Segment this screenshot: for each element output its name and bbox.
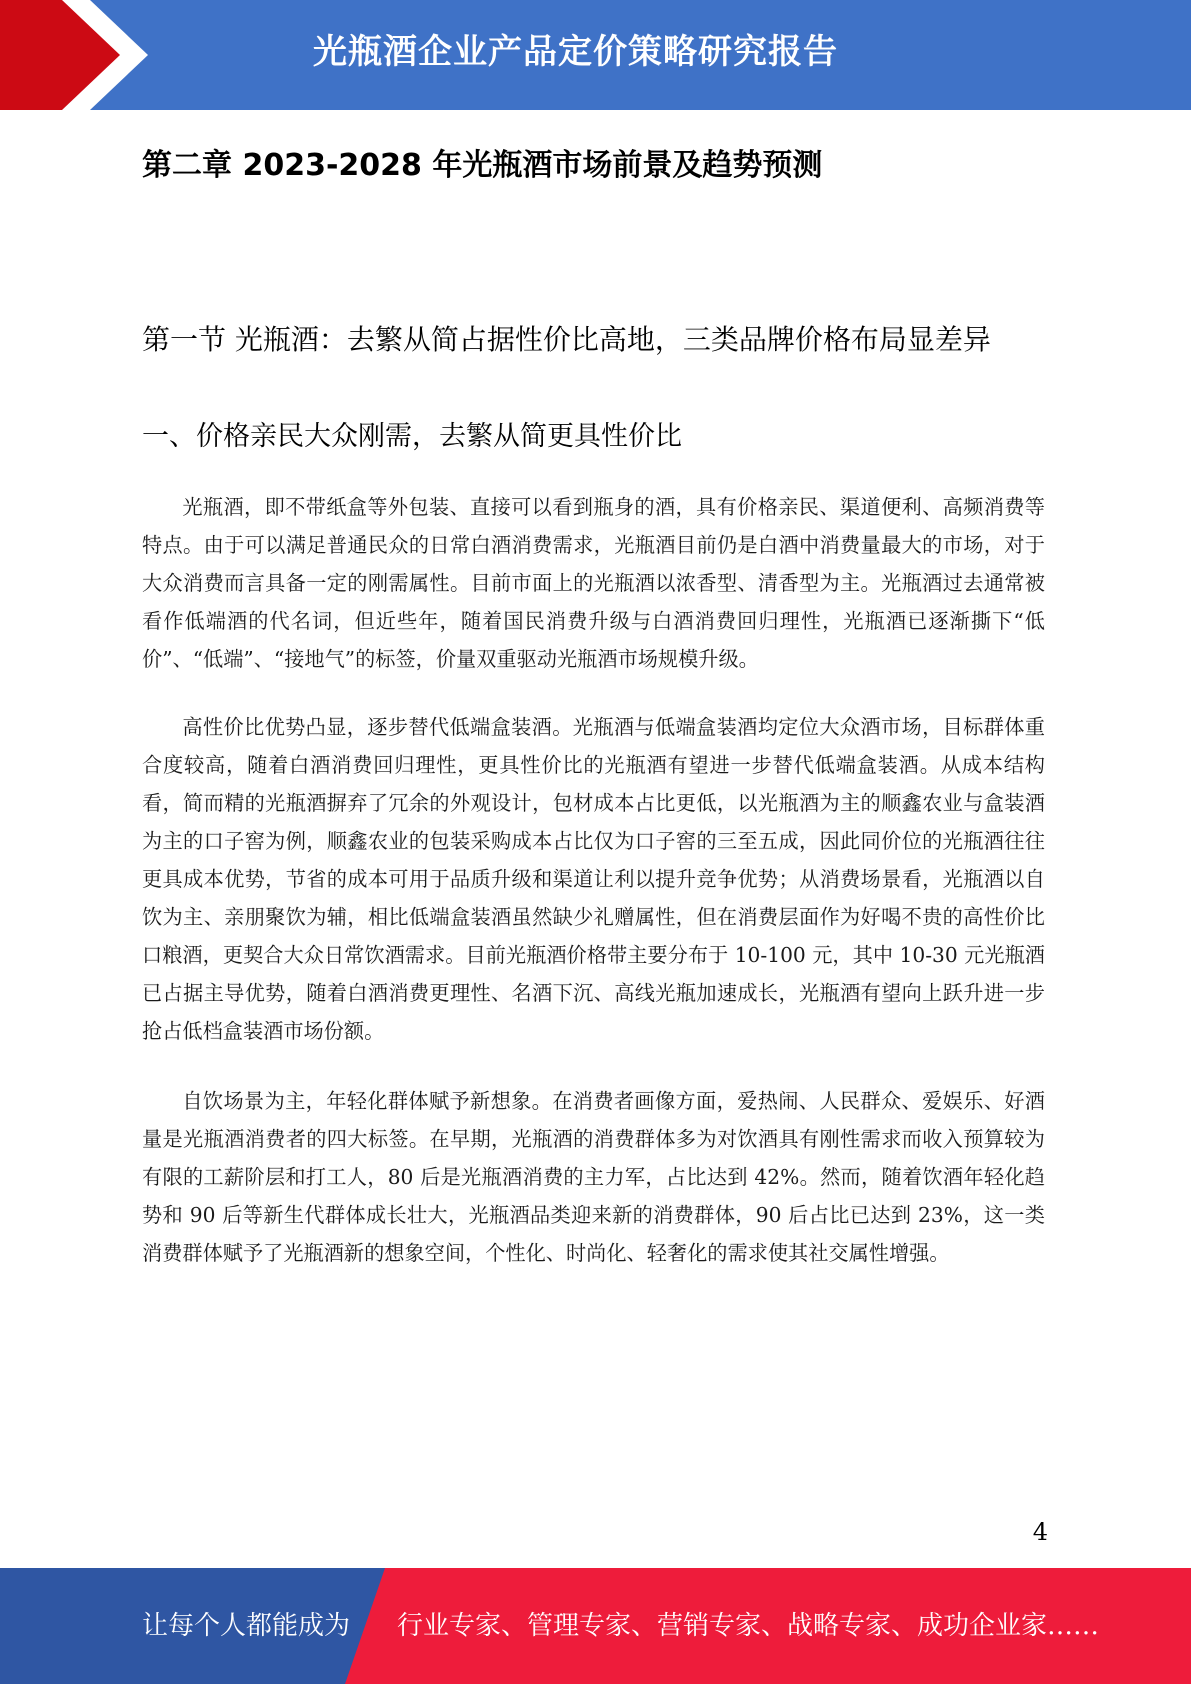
subsection-title: 一、价格亲民大众刚需，去繁从简更具性价比 — [142, 421, 682, 452]
paragraph: 光瓶酒，即不带纸盒等外包装、直接可以看到瓶身的酒，具有价格亲民、渠道便利、高频消费等特点。由于可以满足普通民众的日常白酒消费需求，光瓶酒目前仍是白酒中消费量最大的市场，对于大众消费而言具备一定的刚需属性。目前市面上的光瓶酒以浓香型、清香型为主。光瓶酒过去通常被看作低端酒的代名词，但近些年，随着国民消费升级与白酒消费回归理性，光瓶酒已逐渐撕下“低价”、“低端”、“接地气”的标签，价量双重驱动光瓶酒市场规模升级。 — [142, 495, 1045, 671]
footer-slogan-right: 行业专家、管理专家、营销专家、战略专家、成功企业家…… — [397, 1611, 1100, 1641]
report-title: 光瓶酒企业产品定价策略研究报告 — [313, 32, 838, 72]
footer-banner — [0, 1568, 1191, 1684]
chapter-title: 第二章 2023-2028 年光瓶酒市场前景及趋势预测 — [142, 148, 823, 183]
paragraph: 高性价比优势凸显，逐步替代低端盒装酒。光瓶酒与低端盒装酒均定位大众酒市场，目标群体重合度较高，随着白酒消费回归理性，更具性价比的光瓶酒有望进一步替代低端盒装酒。从成本结构看，简而精的光瓶酒摒弃了冗余的外观设计，包材成本占比更低，以光瓶酒为主的顺鑫农业与盒装酒为主的口子窖为例，顺鑫农业的包装采购成本占比仅为口子窖的三至五成，因此同价位的光瓶酒往往更具成本优势，节省的成本可用于品质升级和渠道让利以提升竞争优势；从消费场景看，光瓶酒以自饮为主、亲朋聚饮为辅，相比低端盒装酒虽然缺少礼赠属性，但在消费层面作为好喝不贵的高性价比口粮酒，更契合大众日常饮酒需求。目前光瓶酒价格带主要分布于 10-100 元，其中 10-30 元光瓶酒已占据主导优势，随着白酒消费更理性、名酒下沉、高线光瓶加速成长，光瓶酒有望向上跃升进一步抢占低档盒装酒市场份额。 — [142, 715, 1045, 1043]
page-number: 4 — [1032, 1518, 1048, 1546]
paragraph: 自饮场景为主，年轻化群体赋予新想象。在消费者画像方面，爱热闹、人民群众、爱娱乐、好酒量是光瓶酒消费者的四大标签。在早期，光瓶酒的消费群体多为对饮酒具有刚性需求而收入预算较为有限的工薪阶层和打工人，80 后是光瓶酒消费的主力军，占比达到 42%。然而，随着饮酒年轻化趋势和 90 后等新生代群体成长壮大，光瓶酒品类迎来新的消费群体，90 后占比已达到 23%，这一类消费群体赋予了光瓶酒新的想象空间，个性化、时尚化、轻奢化的需求使其社交属性增强。 — [142, 1089, 1045, 1265]
header-banner — [0, 0, 1191, 110]
footer-slogan-left: 让每个人都能成为 — [142, 1611, 351, 1641]
section-title: 第一节 光瓶酒：去繁从简占据性价比高地，三类品牌价格布局显差异 — [142, 323, 991, 356]
